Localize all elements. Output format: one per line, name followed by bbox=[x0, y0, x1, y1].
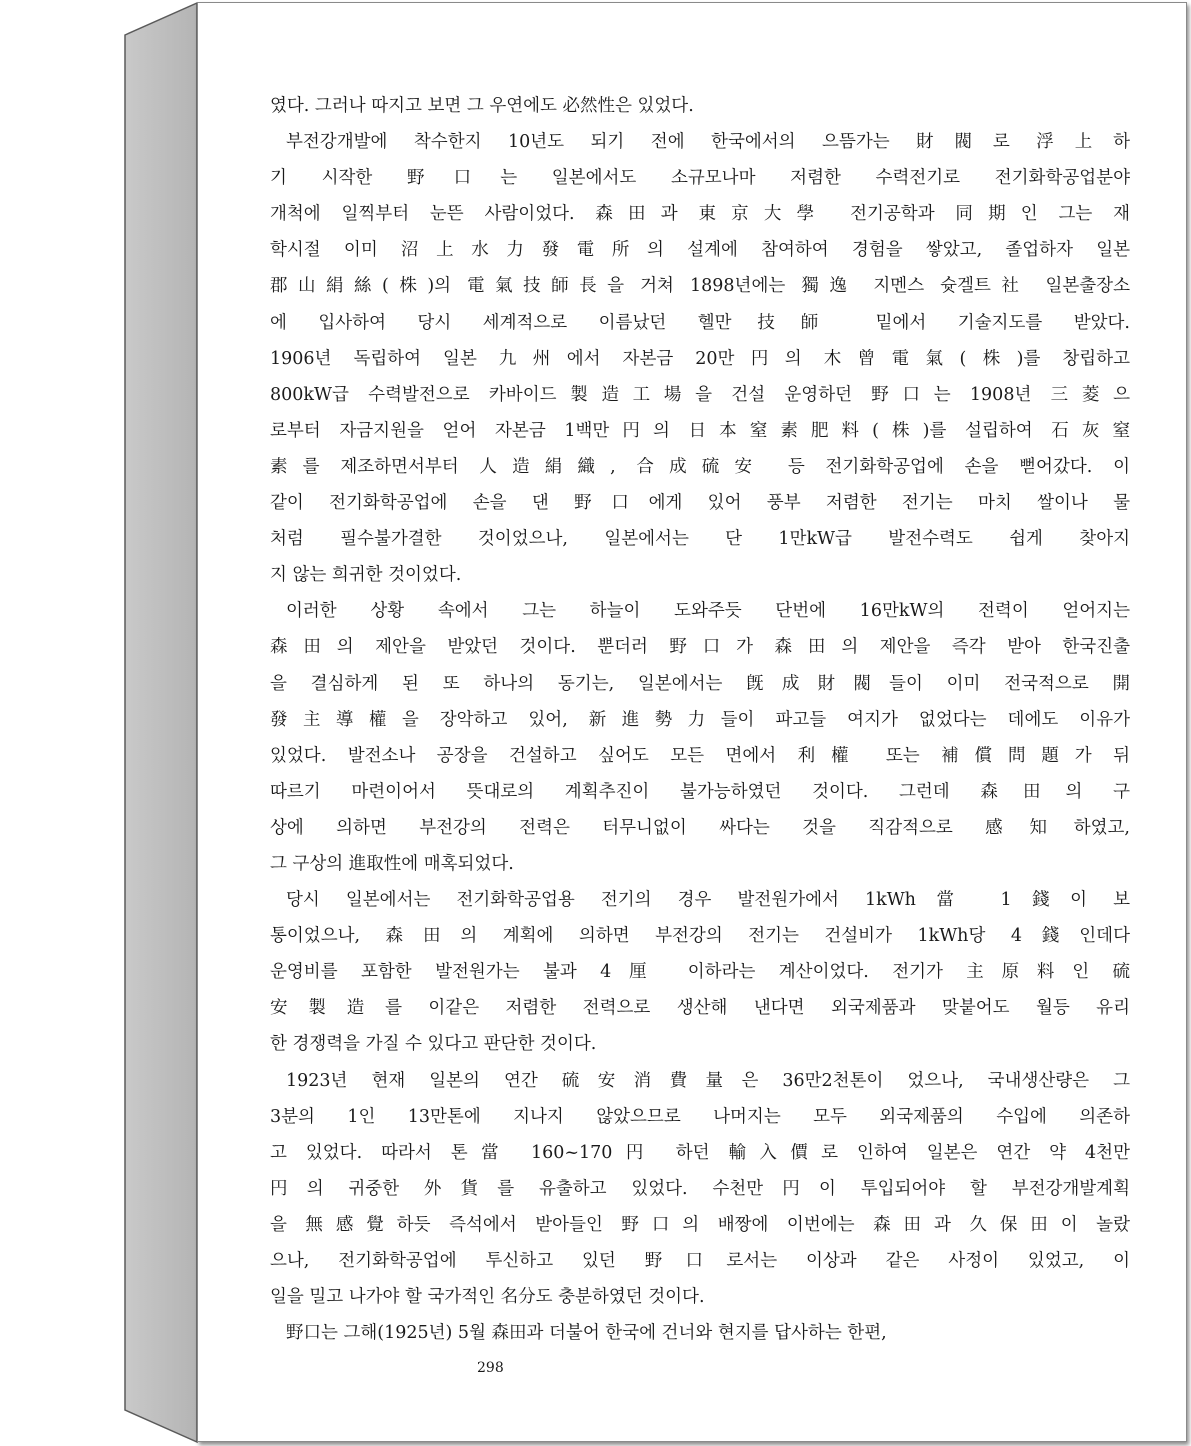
text-line: 일을 밀고 나가야 할 국가적인 名分도 충분하였던 것이다. bbox=[270, 1287, 705, 1308]
text-line: 에 입사하여 당시 세계적으로 이름났던 헬만技師 밑에서 기술지도를 받았다. bbox=[270, 312, 1130, 333]
text-line: 3분의 1인 13만톤에 지나지 않았으므로 나머지는 모두 외국제품의 수입에 의존하 bbox=[270, 1106, 1130, 1127]
text-line: 으나, 전기화학공업에 투신하고 있던 野口로서는 이상과 같은 사정이 있었고, 이 bbox=[270, 1251, 1130, 1271]
text-line: 円의 귀중한 外貨를 유출하고 있었다. 수천만円이 투입되어야 할 부전강개발계획 bbox=[270, 1178, 1130, 1199]
text-line: 을 無感覺하듯 즉석에서 받아들인 野口의 배짱에 이번에는 森田과 久保田이 놀랐 bbox=[270, 1214, 1130, 1235]
text-line: 800kW급 수력발전으로 카바이드製造工場을 건설 운영하던 野口는 1908년 三菱으 bbox=[270, 384, 1130, 405]
text-line: 로부터 자금지원을 얻어 자본금 1백만円의 日本窒素肥料(株)를 설립하여 石灰窒 bbox=[270, 420, 1130, 441]
text-line: 고 있었다. 따라서 톤當 160~170円 하던 輸入價로 인하여 일본은 연간 약 4천만 bbox=[270, 1142, 1130, 1163]
text-line: 을 결심하게 된 또 하나의 동기는, 일본에서는 旣成財閥들이 이미 전국적으로 開 bbox=[270, 673, 1130, 694]
text-line: 부전강개발에 착수한지 10년도 되기 전에 한국에서의 으뜸가는 財閥로 浮上하 bbox=[286, 132, 1130, 153]
text-line: 통이었으나, 森田의 계획에 의하면 부전강의 전기는 건설비가 1kWh당 4錢인데다 bbox=[270, 926, 1130, 947]
text-line: 素를 제조하면서부터 人造絹織, 合成硫安 등 전기화학공업에 손을 뻗어갔다. 이 bbox=[270, 456, 1130, 477]
text-line: 였다. 그러나 따지고 보면 그 우연에도 必然性은 있었다. bbox=[270, 96, 694, 116]
page-number: 298 bbox=[477, 1360, 504, 1376]
text-line: 같이 전기화학공업에 손을 댄 野口에게 있어 풍부 저렴한 전기는 마치 쌀이나 물 bbox=[270, 493, 1130, 514]
text-line: 郡山絹絲(株)의 電氣技師長을 거쳐 1898년에는 獨逸 지멘스 슛겔트社 일본출장소 bbox=[270, 276, 1130, 297]
text-line: 개척에 일찍부터 눈뜬 사람이었다. 森田과 東京大學 전기공학과 同期인 그는 재 bbox=[270, 204, 1130, 225]
text-line: 기 시작한 野口는 일본에서도 소규모나마 저렴한 수력전기로 전기화학공업분야 bbox=[270, 168, 1130, 189]
book-side-face bbox=[0, 0, 200, 1446]
text-line: 1923년 현재 일본의 연간 硫安消費量은 36만2천톤이 었으나, 국내생산량은 그 bbox=[286, 1070, 1130, 1091]
text-line: 학시절 이미 沼上水力發電所의 설계에 참여하여 경험을 쌓았고, 졸업하자 일본 bbox=[270, 240, 1130, 261]
text-line: 發主導權을 장악하고 있어, 新進勢力들이 파고들 여지가 없었다는 데에도 이유가 bbox=[270, 709, 1130, 730]
text-line: 따르기 마련이어서 뜻대로의 계획추진이 불가능하였던 것이다. 그런데 森田의 구 bbox=[270, 781, 1130, 802]
text-line: 安製造를 이같은 저렴한 전력으로 생산해 낸다면 외국제품과 맞붙어도 월등 유리 bbox=[270, 998, 1130, 1019]
page-body-text bbox=[270, 88, 1130, 1351]
text-line: 당시 일본에서는 전기화학공업용 전기의 경우 발전원가에서 1kWh當 1錢이 보 bbox=[286, 890, 1130, 911]
text-line: 한 경쟁력을 가질 수 있다고 판단한 것이다. bbox=[270, 1034, 597, 1055]
text-line: 지 않는 희귀한 것이었다. bbox=[270, 565, 462, 586]
text-line: 森田의 제안을 받았던 것이다. 뿐더러 野口가 森田의 제안을 즉각 받아 한국진출 bbox=[270, 637, 1130, 658]
text-line: 운영비를 포함한 발전원가는 불과 4厘 이하라는 계산이었다. 전기가 主原料인 硫 bbox=[270, 962, 1130, 983]
text-line: 처럼 필수불가결한 것이었으나, 일본에서는 단 1만kW급 발전수력도 쉽게 찾아지 bbox=[270, 529, 1130, 550]
text-line: 상에 의하면 부전강의 전력은 터무니없이 싸다는 것을 직감적으로 感知하였고, bbox=[270, 817, 1130, 838]
text-line: 있었다. 발전소나 공장을 건설하고 싶어도 모든 면에서 利權 또는 補償問題가 뒤 bbox=[270, 745, 1130, 766]
text-line: 그 구상의 進取性에 매혹되었다. bbox=[270, 853, 514, 874]
text-line: 野口는 그해(1925년) 5월 森田과 더불어 한국에 건너와 현지를 답사하는 한편, bbox=[286, 1323, 887, 1344]
text-line: 1906년 독립하여 일본 九州에서 자본금 20만円의 木曾電氣(株)를 창립하고 bbox=[270, 348, 1130, 369]
text-line: 이러한 상황 속에서 그는 하늘이 도와주듯 단번에 16만kW의 전력이 얻어지는 bbox=[286, 601, 1130, 622]
